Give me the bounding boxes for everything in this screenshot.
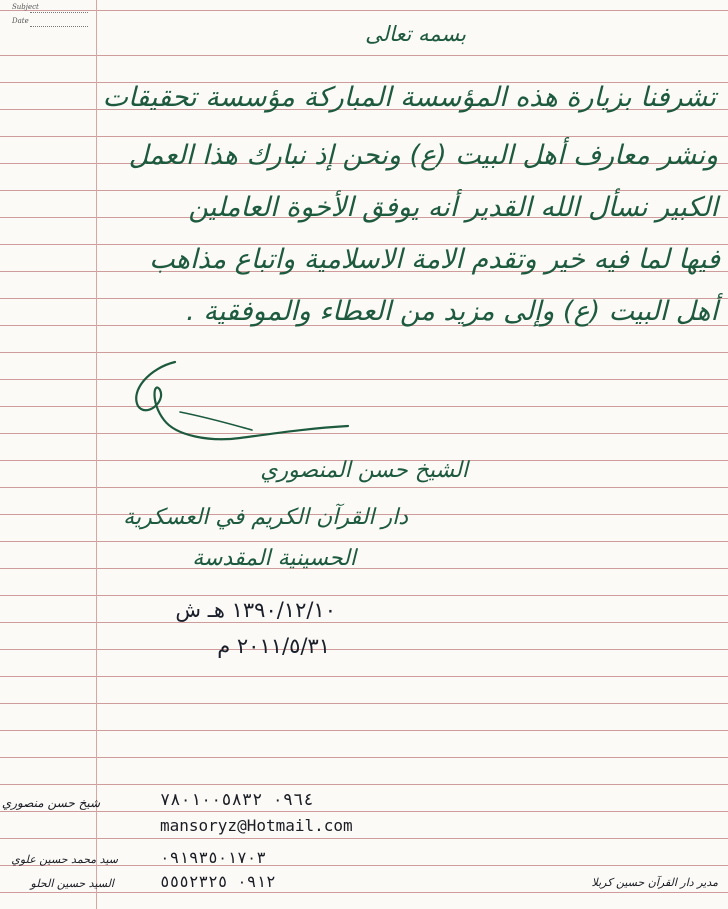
letter-line-4: فيها لما فيه خير وتقدم الامة الاسلامية واتباع مذاهب [149, 244, 720, 275]
signatory-role-1: دار القرآن الكريم في العسكرية [123, 505, 408, 530]
contact-name-3: السيد حسين الحلو [30, 877, 114, 890]
handwritten-signature [120, 340, 360, 460]
date-label: Date [12, 17, 29, 25]
contact-email: mansoryz@Hotmail.com [160, 816, 353, 835]
contact-phone-1: ٠٩٦٤ ٧٨٠١٠٠٥٨٣٢ [160, 790, 314, 810]
signatory-name: الشيخ حسن المنصوري [260, 458, 468, 483]
margin-line [96, 0, 97, 909]
letter-title: بسمه تعالى [365, 22, 466, 46]
contact-name-2: سيد محمد حسين علوي [11, 853, 118, 866]
date-hijri-shamsi: ١٣٩٠/١٢/١٠ هـ ش [175, 598, 336, 622]
contact-name-1: شيخ حسن منصوري [1, 796, 100, 810]
date-gregorian: ٢٠١١/٥/٣١ م [217, 634, 330, 658]
footer-note: مدير دار القرآن حسين كربلا [591, 876, 718, 889]
subject-label: Subject [12, 3, 39, 11]
subject-dots [30, 12, 88, 13]
contact-phone-3: ٠٩١٢ ٥٥٥٢٣٢٥ [160, 872, 276, 891]
letter-line-3: الكبير نسأل الله القدير أنه يوفق الأخوة العاملين [188, 192, 718, 223]
letter-line-2: ونشر معارف أهل البيت (ع) ونحن إذ نبارك هذا العمل [128, 140, 718, 171]
signatory-role-2: الحسينية المقدسة [192, 546, 356, 571]
letter-line-1: تشرفنا بزيارة هذه المؤسسة المباركة مؤسسة تحقيقات [102, 82, 716, 113]
letter-line-5: أهل البيت (ع) وإلى مزيد من العطاء والموفقية . [186, 296, 718, 327]
date-dots [30, 26, 88, 27]
contact-phone-2: ٠٩١٩٣٥٠١٧٠٣ [160, 848, 266, 867]
